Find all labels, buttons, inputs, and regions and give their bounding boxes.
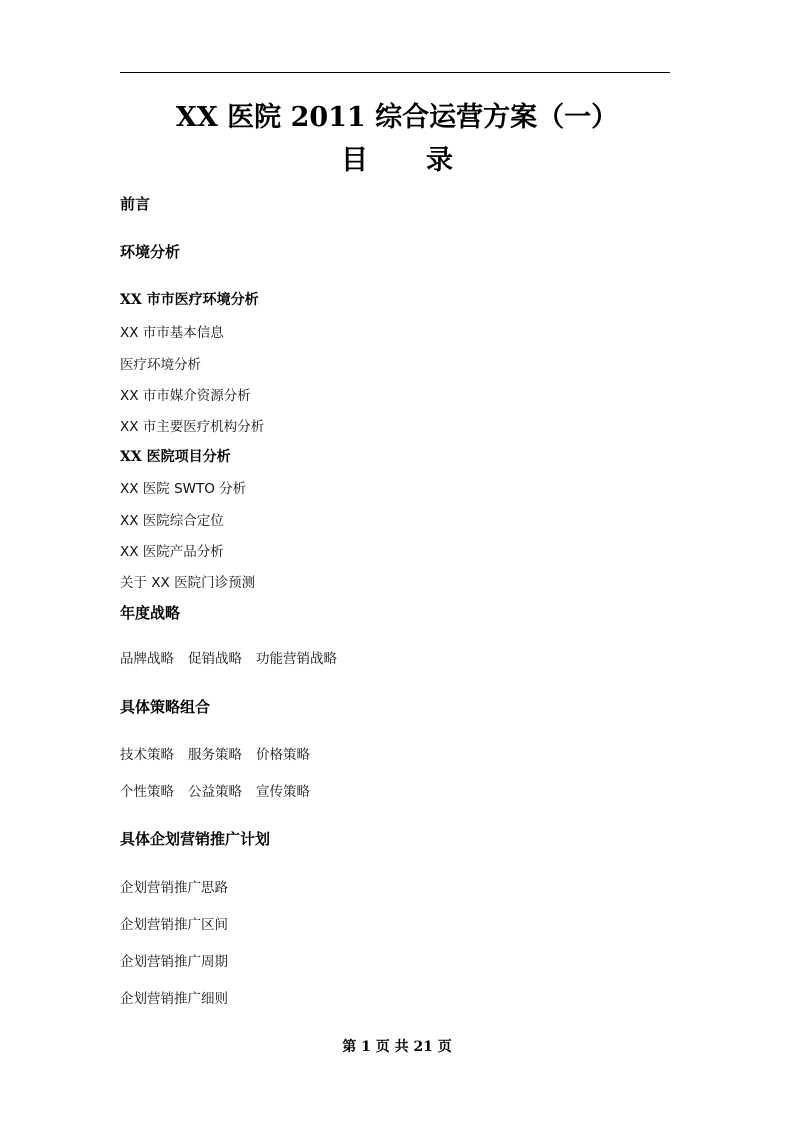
toc-section-preface[interactable]: 前言 (120, 195, 151, 213)
toc-item-functional-marketing-strategy[interactable]: 功能营销战略 (256, 651, 337, 667)
toc-item-hospital-swto[interactable]: XX 医院 SWTO 分析 (120, 481, 247, 497)
toc-item-plan-range[interactable]: 企划营销推广区间 (120, 917, 228, 933)
toc-section-env-analysis[interactable]: 环境分析 (120, 243, 181, 261)
document-title: XX 医院 2011 综合运营方案（一） (175, 102, 619, 133)
toc-row-annual-strategy-items (120, 650, 337, 668)
toc-item-outpatient-forecast[interactable]: 关于 XX 医院门诊预测 (120, 575, 256, 591)
toc-item-hospital-products[interactable]: XX 医院产品分析 (120, 544, 224, 560)
toc-item-plan-cycle[interactable]: 企划营销推广周期 (120, 954, 228, 970)
toc-item-publicity-strategy[interactable]: 宣传策略 (256, 784, 310, 800)
toc-item-personality-strategy[interactable]: 个性策略 (120, 784, 174, 800)
toc-section-strategy-mix[interactable]: 具体策略组合 (120, 698, 211, 716)
page-number: 第 1 页 共 21 页 (342, 1039, 452, 1055)
toc-item-medical-env-analysis[interactable]: 医疗环境分析 (120, 357, 201, 373)
toc-subsection-hospital-project-analysis[interactable]: XX 医院项目分析 (120, 449, 231, 465)
toc-item-public-welfare-strategy[interactable]: 公益策略 (188, 784, 242, 800)
toc-section-marketing-plan[interactable]: 具体企划营销推广计划 (120, 830, 271, 848)
toc-item-brand-strategy[interactable]: 品牌战略 (120, 651, 174, 667)
toc-heading-part2: 录 (426, 145, 453, 176)
toc-row-strategy-mix-1 (120, 746, 310, 764)
toc-item-price-strategy[interactable]: 价格策略 (256, 747, 310, 763)
toc-row-strategy-mix-2 (120, 783, 310, 801)
toc-heading (0, 142, 794, 180)
toc-item-promotion-strategy[interactable]: 促销战略 (188, 651, 242, 667)
toc-item-service-strategy[interactable]: 服务策略 (188, 747, 242, 763)
toc-item-city-main-institutions[interactable]: XX 市主要医疗机构分析 (120, 419, 265, 435)
header-rule (120, 72, 670, 73)
toc-item-plan-details[interactable]: 企划营销推广细则 (120, 991, 228, 1007)
toc-item-hospital-positioning[interactable]: XX 医院综合定位 (120, 513, 224, 529)
toc-section-annual-strategy[interactable]: 年度战略 (120, 604, 181, 622)
toc-item-technical-strategy[interactable]: 技术策略 (120, 747, 174, 763)
toc-item-plan-ideas[interactable]: 企划营销推广思路 (120, 880, 228, 896)
toc-subsection-city-medical-env[interactable]: XX 市市医疗环境分析 (120, 292, 259, 308)
toc-heading-part1: 目 (341, 145, 368, 176)
toc-item-city-media-resources[interactable]: XX 市市媒介资源分析 (120, 388, 251, 404)
toc-item-city-basic-info[interactable]: XX 市市基本信息 (120, 325, 224, 341)
